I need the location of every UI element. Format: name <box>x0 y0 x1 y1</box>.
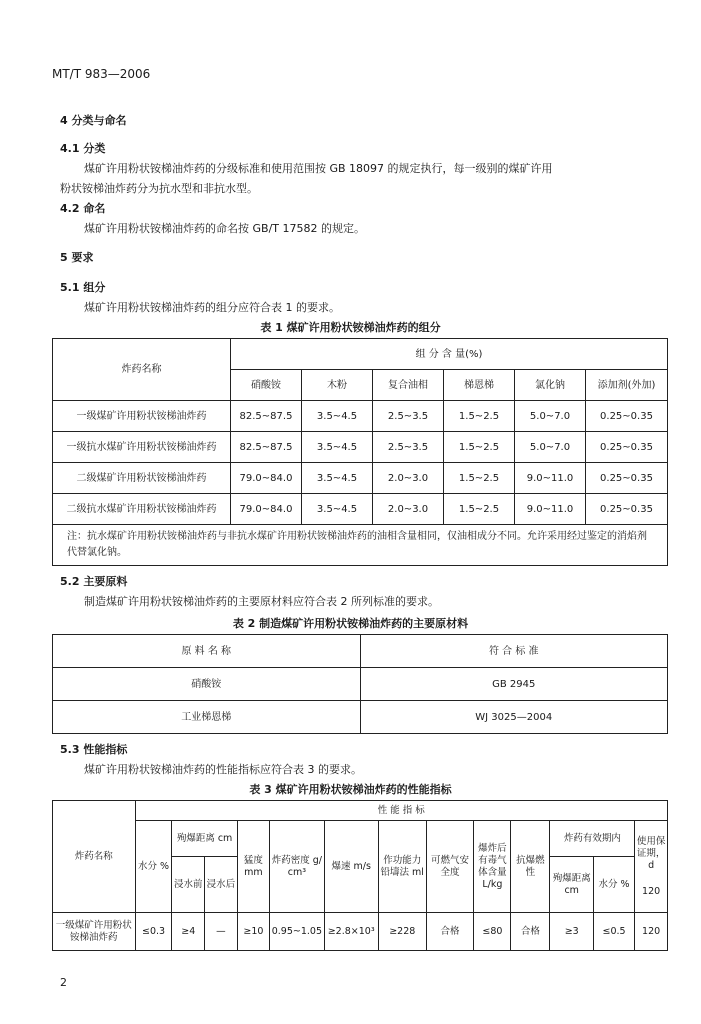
header-antiburn: 抗爆燃性 <box>511 821 550 913</box>
cell: 合格 <box>511 913 550 951</box>
column-header: 梯恩梯 <box>444 370 515 401</box>
cell: — <box>205 913 238 951</box>
cell: 0.25~0.35 <box>586 494 668 525</box>
cell: 3.5~4.5 <box>302 432 373 463</box>
section-5-2-title: 5.2 主要原料 <box>60 575 128 588</box>
table-3-caption: 表 3 煤矿许用粉状铵梯油炸药的性能指标 <box>249 783 452 796</box>
table-row <box>53 668 668 701</box>
cell: 一级煤矿许用粉状铵梯油炸药 <box>53 913 136 951</box>
paragraph: 粉状铵梯油炸药分为抗水型和非抗水型。 <box>60 182 258 195</box>
cell: ≥4 <box>172 913 205 951</box>
cell: 2.5~3.5 <box>373 401 444 432</box>
section-5-title: 5 要求 <box>60 251 94 264</box>
header-gap-after: 浸水后 <box>205 857 238 913</box>
cell: ≤0.3 <box>135 913 172 951</box>
paragraph: 煤矿许用粉状铵梯油炸药的性能指标应符合表 3 的要求。 <box>84 763 362 776</box>
header-water: 水分 % <box>135 821 172 913</box>
section-5-3-title: 5.3 性能指标 <box>60 743 128 756</box>
cell: 5.0~7.0 <box>515 401 586 432</box>
cell: 合格 <box>426 913 474 951</box>
header-density: 炸药密度 g/cm³ <box>270 821 324 913</box>
cell: ≥228 <box>378 913 426 951</box>
cell: 82.5~87.5 <box>231 432 302 463</box>
paragraph: 煤矿许用粉状铵梯油炸药的分级标准和使用范围按 GB 18097 的规定执行，每一级别的煤矿许用 <box>84 162 553 175</box>
table-row <box>53 432 668 463</box>
column-header: 符 合 标 准 <box>360 635 668 668</box>
header-name: 炸药名称 <box>53 801 136 913</box>
header-warranty: 使用保证期，d <box>636 835 666 871</box>
column-header: 硝酸铵 <box>231 370 302 401</box>
paragraph: 煤矿许用粉状铵梯油炸药的命名按 GB/T 17582 的规定。 <box>84 222 365 235</box>
table-row <box>53 913 668 951</box>
cell: 79.0~84.0 <box>231 463 302 494</box>
column-header: 木粉 <box>302 370 373 401</box>
cell: 5.0~7.0 <box>515 432 586 463</box>
table-1 <box>52 338 668 566</box>
header-warranty-cell <box>635 821 668 913</box>
cell: ≥10 <box>237 913 270 951</box>
warranty-value: 120 <box>642 885 661 897</box>
header-valid-water: 水分 % <box>593 857 634 913</box>
column-header: 氯化钠 <box>515 370 586 401</box>
cell: ≥2.8×10³ <box>324 913 378 951</box>
header-toxic: 爆炸后有毒气体含量 L/kg <box>474 821 511 913</box>
cell: 9.0~11.0 <box>515 463 586 494</box>
header-work: 作功能力铅壔法 ml <box>378 821 426 913</box>
cell: 0.25~0.35 <box>586 401 668 432</box>
column-header: 添加剂(外加) <box>586 370 668 401</box>
cell: ≥3 <box>550 913 593 951</box>
header-valid-gap: 殉爆距离 cm <box>550 857 593 913</box>
cell: 82.5~87.5 <box>231 401 302 432</box>
cell: 二级煤矿许用粉状铵梯油炸药 <box>53 463 231 494</box>
header-group: 性 能 指 标 <box>135 801 667 821</box>
cell: 0.95~1.05 <box>270 913 324 951</box>
section-4-title: 4 分类与命名 <box>60 114 127 127</box>
cell: 0.25~0.35 <box>586 463 668 494</box>
table-2-caption: 表 2 制造煤矿许用粉状铵梯油炸药的主要原材料 <box>232 617 469 630</box>
table-row <box>53 494 668 525</box>
table-2 <box>52 634 668 734</box>
column-header: 复合油相 <box>373 370 444 401</box>
table-1-note: 注：抗水煤矿许用粉状铵梯油炸药与非抗水煤矿许用粉状铵梯油炸药的油相含量相同，仅油相成分不同。允许采用经过鉴定的消焰剂代替氯化钠。 <box>53 525 668 566</box>
cell: 工业梯恩梯 <box>53 701 361 734</box>
cell: 79.0~84.0 <box>231 494 302 525</box>
header-valid: 炸药有效期内 <box>550 821 635 857</box>
paragraph: 煤矿许用粉状铵梯油炸药的组分应符合表 1 的要求。 <box>84 301 340 314</box>
header-velocity: 爆速 m/s <box>324 821 378 913</box>
cell: 2.5~3.5 <box>373 432 444 463</box>
cell: 3.5~4.5 <box>302 463 373 494</box>
header-brisance: 猛度 mm <box>237 821 270 913</box>
cell: 硝酸铵 <box>53 668 361 701</box>
header-gap-before: 浸水前 <box>172 857 205 913</box>
cell: 1.5~2.5 <box>444 494 515 525</box>
cell: 2.0~3.0 <box>373 494 444 525</box>
cell: WJ 3025—2004 <box>360 701 668 734</box>
table-row <box>53 401 668 432</box>
table-1-caption: 表 1 煤矿许用粉状铵梯油炸药的组分 <box>260 321 441 334</box>
cell: 1.5~2.5 <box>444 401 515 432</box>
cell: 1.5~2.5 <box>444 463 515 494</box>
cell: ≤0.5 <box>593 913 634 951</box>
header-group: 组 分 含 量(%) <box>231 339 668 370</box>
section-4-2-title: 4.2 命名 <box>60 202 106 215</box>
cell: 120 <box>635 913 668 951</box>
table-row <box>53 463 668 494</box>
cell: 3.5~4.5 <box>302 494 373 525</box>
cell: 二级抗水煤矿许用粉状铵梯油炸药 <box>53 494 231 525</box>
header-name: 炸药名称 <box>53 339 231 401</box>
cell: 2.0~3.0 <box>373 463 444 494</box>
header-gas-safety: 可燃气安全度 <box>426 821 474 913</box>
page-number: 2 <box>60 976 67 989</box>
cell: 一级抗水煤矿许用粉状铵梯油炸药 <box>53 432 231 463</box>
section-4-1-title: 4.1 分类 <box>60 142 106 155</box>
table-3 <box>52 800 668 951</box>
document-header: MT/T 983—2006 <box>52 67 151 81</box>
cell: 一级煤矿许用粉状铵梯油炸药 <box>53 401 231 432</box>
column-header: 原 料 名 称 <box>53 635 361 668</box>
table-row <box>53 701 668 734</box>
header-gap: 殉爆距离 cm <box>172 821 237 857</box>
cell: ≤80 <box>474 913 511 951</box>
paragraph: 制造煤矿许用粉状铵梯油炸药的主要原材料应符合表 2 所列标准的要求。 <box>84 595 439 608</box>
cell: 3.5~4.5 <box>302 401 373 432</box>
cell: GB 2945 <box>360 668 668 701</box>
cell: 9.0~11.0 <box>515 494 586 525</box>
cell: 1.5~2.5 <box>444 432 515 463</box>
cell: 0.25~0.35 <box>586 432 668 463</box>
section-5-1-title: 5.1 组分 <box>60 281 106 294</box>
